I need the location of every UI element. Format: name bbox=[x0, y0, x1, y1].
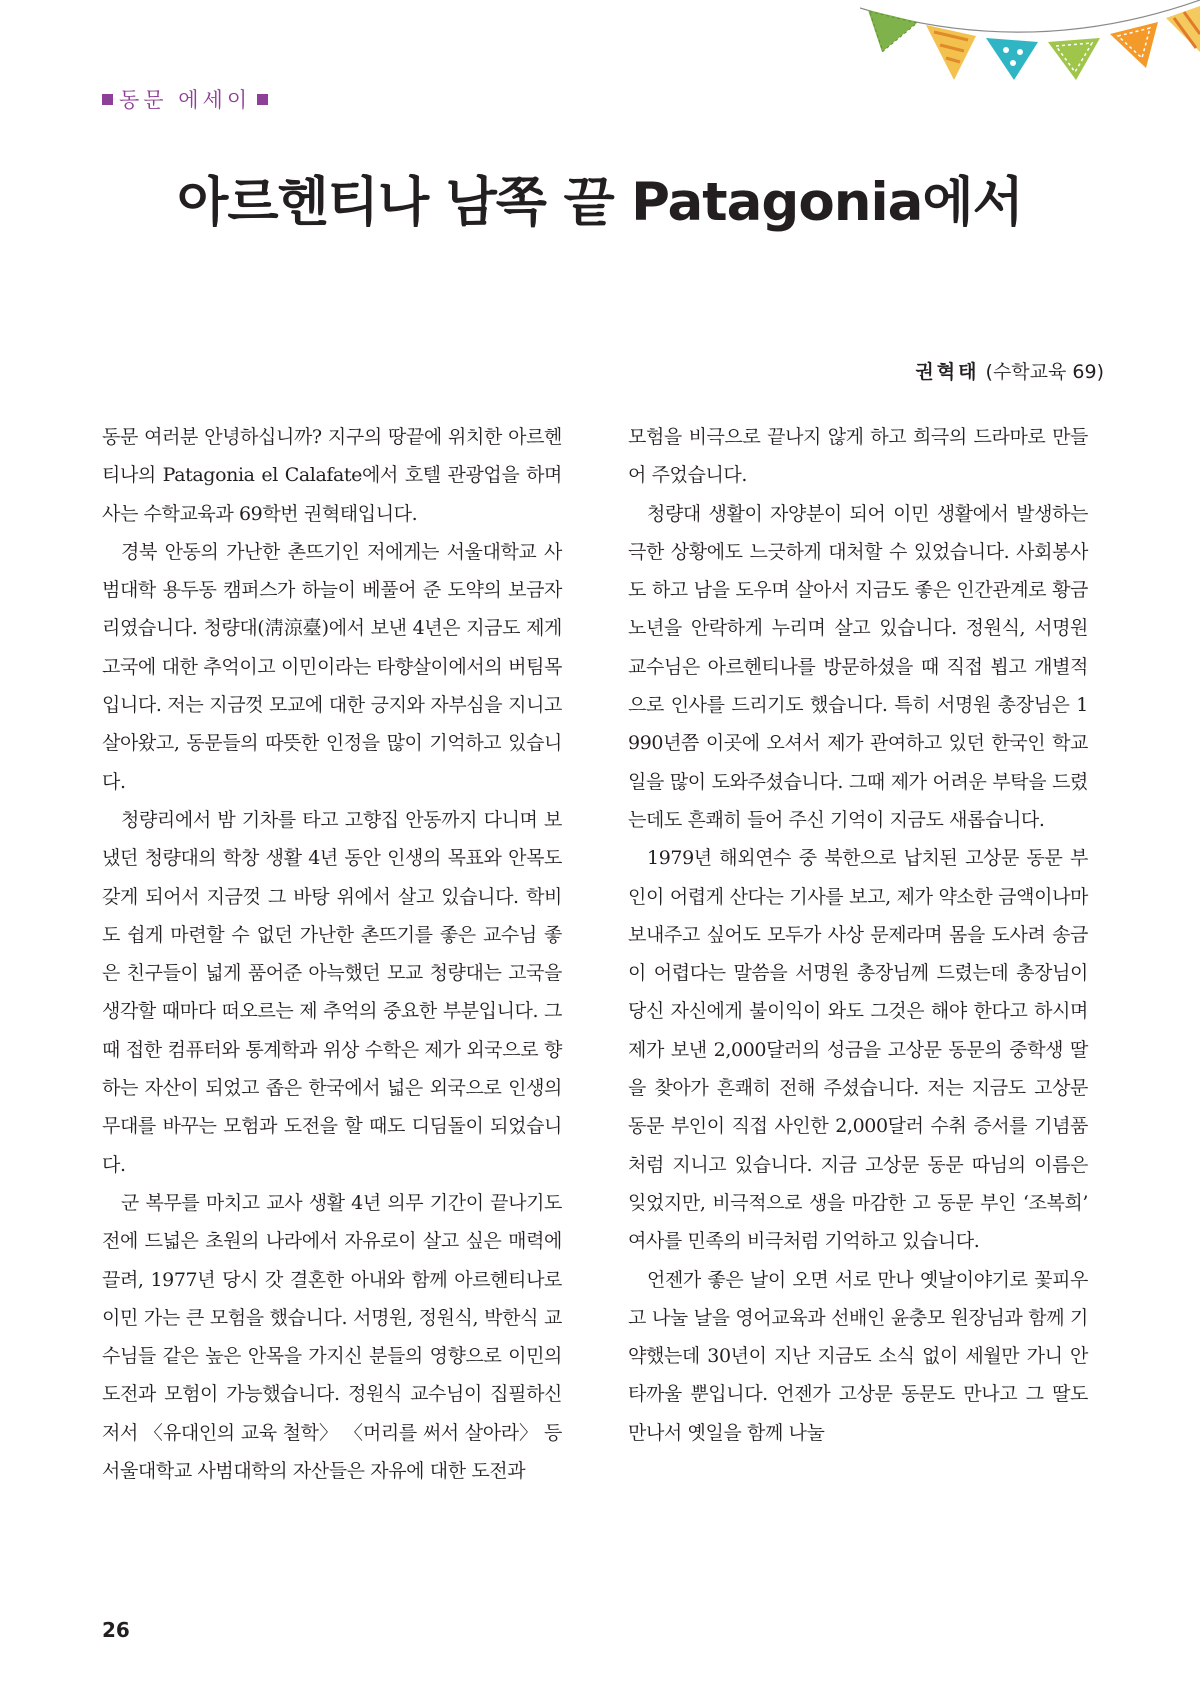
square-bullet-icon bbox=[102, 94, 113, 105]
paragraph: 1979년 해외연수 중 북한으로 납치된 고상문 동문 부인이 어렵게 산다는 기사를 보고, 제가 약소한 금액이나마 보내주고 싶어도 모두가 사상 문제라며 몸을 도사려 송금이 어렵다는 말씀을 서명원 총장님께 드렸는데 총장님이 당신 자신에게 불이익이 와도 그것은 해야 한다고 하시며 제가 보낸 2,000달러의 성금을 고상문 동문의 중학생 딸을 찾아가 흔쾌히 전해 주셨습니다. 저는 지금도 고상문 동문 부인이 직접 사인한 2,000달러 수취 증서를 기념품처럼 지니고 있습니다. 지금 고상문 동문 따님의 이름은 잊었지만, 비극적으로 생을 마감한 고 동문 부인 ‘조복희’ 여사를 민족의 비극처럼 기억하고 있습니다. bbox=[628, 847, 1088, 1253]
bunting-decoration bbox=[860, 0, 1200, 110]
left-column bbox=[102, 418, 562, 1490]
paragraph: 언젠가 좋은 날이 오면 서로 만나 옛날이야기로 꽃피우고 나눌 날을 영어교육과 선배인 윤충모 원장님과 함께 기약했는데 30년이 지난 지금도 소식 없이 세월만 가니 안타까울 뿐입니다. 언젠가 고상문 동문도 만나고 그 딸도 만나서 옛일을 함께 나눌 bbox=[628, 1268, 1088, 1444]
paragraph: 모험을 비극으로 끝나지 않게 하고 희극의 드라마로 만들어 주었습니다. bbox=[628, 426, 1088, 487]
section-label bbox=[102, 84, 274, 114]
square-bullet-icon bbox=[257, 94, 268, 105]
page-number: 26 bbox=[102, 1618, 130, 1642]
bunting-flag-1 bbox=[868, 10, 918, 52]
paragraph: 동문 여러분 안녕하십니까? 지구의 땅끝에 위치한 아르헨티나의 Patagonia el Calafate에서 호텔 관광업을 하며 사는 수학교육과 69학번 권혁태입니다. bbox=[102, 426, 562, 525]
section-label-text: 동문 에세이 bbox=[119, 88, 252, 112]
paragraph: 청량대 생활이 자양분이 되어 이민 생활에서 발생하는 극한 상황에도 느긋하게 대처할 수 있었습니다. 사회봉사도 하고 남을 도우며 살아서 지금도 좋은 인간관계로 황금 노년을 안락하게 누리며 살고 있습니다. 정원식, 서명원 교수님은 아르헨티나를 방문하셨을 때 직접 뵙고 개별적으로 인사를 드리기도 했습니다. 특히 서명원 총장님은 1990년쯤 이곳에 오셔서 제가 관여하고 있던 한국인 학교 일을 많이 도와주셨습니다. 그때 제가 어려운 부탁을 드렸는데도 흔쾌히 들어 주신 기억이 지금도 새롭습니다. bbox=[628, 502, 1088, 831]
bunting-flag-2 bbox=[926, 25, 976, 80]
byline bbox=[915, 357, 1104, 384]
author-name: 권혁태 bbox=[915, 361, 980, 383]
paragraph: 청량리에서 밤 기차를 타고 고향집 안동까지 다니며 보냈던 청량대의 학창 생활 4년 동안 인생의 목표와 안목도 갖게 되어서 지금껏 그 바탕 위에서 살고 있습니다. 학비도 쉽게 마련할 수 없던 가난한 촌뜨기를 좋은 교수님 좋은 친구들이 넓게 품어준 아늑했던 모교 청량대는 고국을 생각할 때마다 떠오르는 제 추억의 중요한 부분입니다. 그때 접한 컴퓨터와 통계학과 위상 수학은 제가 외국으로 향하는 자산이 되었고 좁은 한국에서 넓은 외국으로 인생의 무대를 바꾸는 모험과 도전을 할 때도 디딤돌이 되었습니다. bbox=[102, 808, 562, 1176]
paragraph: 경북 안동의 가난한 촌뜨기인 저에게는 서울대학교 사범대학 용두동 캠퍼스가 하늘이 베풀어 준 도약의 보금자리였습니다. 청량대(淸涼臺)에서 보낸 4년은 지금도 제게 고국에 대한 추억이고 이민이라는 타향살이에서의 버팀목입니다. 저는 지금껏 모교에 대한 긍지와 자부심을 지니고 살아왔고, 동문들의 따뜻한 인정을 많이 기억하고 있습니다. bbox=[102, 540, 562, 793]
bunting-flag-5 bbox=[1110, 22, 1158, 68]
paragraph: 군 복무를 마치고 교사 생활 4년 의무 기간이 끝나기도 전에 드넓은 초원의 나라에서 자유로이 살고 싶은 매력에 끌려, 1977년 당시 갓 결혼한 아내와 함께 아르헨티나로 이민 가는 큰 모험을 했습니다. 서명원, 정원식, 박한식 교수님들 같은 높은 안목을 가지신 분들의 영향으로 이민의 도전과 모험이 가능했습니다. 정원식 교수님이 집필하신 저서 〈유대인의 교육 철학〉 〈머리를 써서 살아라〉 등 서울대학교 사범대학의 자산들은 자유에 대한 도전과 bbox=[102, 1191, 562, 1483]
page-title: 아르헨티나 남쪽 끝 Patagonia에서 bbox=[177, 172, 1023, 233]
bunting-flag-4 bbox=[1048, 38, 1100, 80]
bunting-flag-6 bbox=[1166, 6, 1200, 52]
author-affiliation: (수학교육 69) bbox=[985, 361, 1104, 383]
right-column bbox=[628, 418, 1088, 1452]
bunting-flag-3 bbox=[986, 38, 1038, 80]
